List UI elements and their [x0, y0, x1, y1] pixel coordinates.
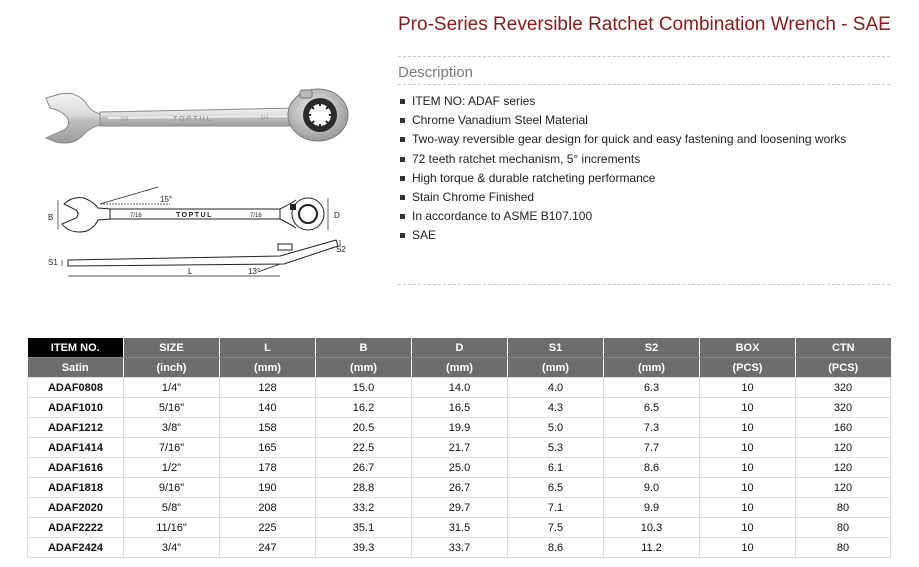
table-cell: 33.7 — [412, 538, 508, 558]
table-cell: 128 — [220, 378, 316, 398]
table-cell: 10 — [700, 458, 796, 478]
table-cell: 15.0 — [316, 378, 412, 398]
table-cell: 140 — [220, 398, 316, 418]
table-row — [28, 438, 891, 458]
header-box: BOX — [700, 338, 796, 358]
table-row — [28, 498, 891, 518]
table-row — [28, 478, 891, 498]
table-cell: 28.8 — [316, 478, 412, 498]
table-cell: 10 — [700, 538, 796, 558]
table-cell: 26.7 — [412, 478, 508, 498]
header-unit: (mm) — [508, 358, 604, 378]
table-cell: 120 — [796, 478, 891, 498]
item-code: ADAF2424 — [28, 538, 124, 558]
table-cell: 1/4" — [124, 378, 220, 398]
feature-item: 72 teeth ratchet mechanism, 5° increments — [398, 150, 846, 169]
table-cell: 6.1 — [508, 458, 604, 478]
header-l: L — [220, 338, 316, 358]
divider — [398, 284, 890, 285]
item-code: ADAF2222 — [28, 518, 124, 538]
table-cell: 158 — [220, 418, 316, 438]
table-row — [28, 518, 891, 538]
table-cell: 4.0 — [508, 378, 604, 398]
product-title: Pro-Series Reversible Ratchet Combination Wrench - SAE — [398, 14, 891, 35]
table-cell: 9.9 — [604, 498, 700, 518]
photo-size-right: 3/4 — [260, 116, 269, 122]
table-cell: 11.2 — [604, 538, 700, 558]
header-size: SIZE — [124, 338, 220, 358]
photo-brand-text: TOPTUL — [173, 116, 213, 123]
table-cell: 10 — [700, 398, 796, 418]
table-cell: 14.0 — [412, 378, 508, 398]
table-cell: 3/4" — [124, 538, 220, 558]
table-cell: 7.3 — [604, 418, 700, 438]
table-cell: 26.7 — [316, 458, 412, 478]
feature-item: ITEM NO: ADAF series — [398, 92, 846, 111]
table-cell: 35.1 — [316, 518, 412, 538]
table-cell: 10.3 — [604, 518, 700, 538]
item-code: ADAF0808 — [28, 378, 124, 398]
header-unit: (PCS) — [796, 358, 891, 378]
table-cell: 8.6 — [604, 458, 700, 478]
diagram-angle-top: 15° — [160, 195, 173, 204]
diagram-label-s2: S2 — [336, 245, 346, 254]
table-cell: 6.5 — [604, 398, 700, 418]
item-code: ADAF2020 — [28, 498, 124, 518]
table-cell: 247 — [220, 538, 316, 558]
table-cell: 19.9 — [412, 418, 508, 438]
wrench-photo — [38, 84, 358, 154]
table-cell: 225 — [220, 518, 316, 538]
diagram-label-d: D — [334, 211, 340, 220]
table-cell: 10 — [700, 498, 796, 518]
table-cell: 178 — [220, 458, 316, 478]
table-cell: 5.3 — [508, 438, 604, 458]
header-unit: (PCS) — [700, 358, 796, 378]
table-cell: 20.5 — [316, 418, 412, 438]
table-row — [28, 458, 891, 478]
diagram-label-b: B — [48, 213, 54, 222]
feature-item: Two-way reversible gear design for quick and easy fastening and loosening works — [398, 130, 846, 149]
table-cell: 120 — [796, 438, 891, 458]
table-row — [28, 538, 891, 558]
feature-item: High torque & durable ratcheting performance — [398, 169, 846, 188]
table-cell: 11/16" — [124, 518, 220, 538]
table-cell: 9/16" — [124, 478, 220, 498]
table-cell: 8.6 — [508, 538, 604, 558]
table-cell: 80 — [796, 518, 891, 538]
table-cell: 16.5 — [412, 398, 508, 418]
table-cell: 5.0 — [508, 418, 604, 438]
header-d: D — [412, 338, 508, 358]
feature-item: Chrome Vanadium Steel Material — [398, 111, 846, 130]
feature-item: Stain Chrome Finished — [398, 188, 846, 207]
table-cell: 80 — [796, 498, 891, 518]
table-cell: 160 — [796, 418, 891, 438]
table-cell: 31.5 — [412, 518, 508, 538]
spec-table — [27, 338, 891, 558]
feature-list — [398, 92, 846, 246]
table-cell: 10 — [700, 438, 796, 458]
diagram-label-l: L — [188, 267, 193, 276]
table-cell: 33.2 — [316, 498, 412, 518]
photo-size-left: 3/4 — [120, 117, 129, 123]
header-unit: (mm) — [604, 358, 700, 378]
table-cell: 29.7 — [412, 498, 508, 518]
feature-item: SAE — [398, 226, 846, 245]
table-cell: 7/16" — [124, 438, 220, 458]
table-row — [28, 418, 891, 438]
product-photo — [38, 84, 358, 159]
item-code: ADAF1414 — [28, 438, 124, 458]
table-header-units-row — [28, 358, 891, 378]
wrench-diagram — [40, 182, 360, 287]
table-row — [28, 398, 891, 418]
table-cell: 16.2 — [316, 398, 412, 418]
diagram-brand-text: TOPTUL — [176, 212, 213, 219]
table-cell: 10 — [700, 418, 796, 438]
table-cell: 10 — [700, 478, 796, 498]
technical-diagram — [40, 182, 360, 292]
table-cell: 7.1 — [508, 498, 604, 518]
diagram-size-left: 7/16 — [130, 213, 142, 219]
table-cell: 1/2" — [124, 458, 220, 478]
table-cell: 6.5 — [508, 478, 604, 498]
table-cell: 4.3 — [508, 398, 604, 418]
header-unit: (mm) — [316, 358, 412, 378]
table-cell: 10 — [700, 378, 796, 398]
table-cell: 3/8" — [124, 418, 220, 438]
item-code: ADAF1010 — [28, 398, 124, 418]
table-cell: 5/16" — [124, 398, 220, 418]
item-code: ADAF1616 — [28, 458, 124, 478]
header-item-no: ITEM NO. — [28, 338, 124, 358]
header-finish: Satin — [28, 358, 124, 378]
divider — [398, 56, 890, 57]
table-row — [28, 378, 891, 398]
diagram-angle-bottom: 13° — [248, 267, 261, 276]
table-cell: 190 — [220, 478, 316, 498]
table-cell: 80 — [796, 538, 891, 558]
table-cell: 208 — [220, 498, 316, 518]
header-s1: S1 — [508, 338, 604, 358]
table-cell: 120 — [796, 458, 891, 478]
table-cell: 21.7 — [412, 438, 508, 458]
table-cell: 39.3 — [316, 538, 412, 558]
header-unit: (inch) — [124, 358, 220, 378]
table-cell: 7.5 — [508, 518, 604, 538]
table-cell: 320 — [796, 398, 891, 418]
diagram-label-s1: S1 — [48, 258, 58, 267]
header-ctn: CTN — [796, 338, 891, 358]
feature-item: In accordance to ASME B107.100 — [398, 207, 846, 226]
table-cell: 9.0 — [604, 478, 700, 498]
table-cell: 5/8" — [124, 498, 220, 518]
table-cell: 25.0 — [412, 458, 508, 478]
diagram-size-right: 7/16 — [250, 213, 262, 219]
table-cell: 6.3 — [604, 378, 700, 398]
table-header-row — [28, 338, 891, 358]
item-code: ADAF1818 — [28, 478, 124, 498]
item-code: ADAF1212 — [28, 418, 124, 438]
table-cell: 10 — [700, 518, 796, 538]
table-cell: 22.5 — [316, 438, 412, 458]
description-heading: Description — [398, 64, 474, 81]
table-cell: 7.7 — [604, 438, 700, 458]
header-s2: S2 — [604, 338, 700, 358]
header-b: B — [316, 338, 412, 358]
table-cell: 320 — [796, 378, 891, 398]
header-unit: (mm) — [412, 358, 508, 378]
header-unit: (mm) — [220, 358, 316, 378]
table-cell: 165 — [220, 438, 316, 458]
divider — [398, 84, 890, 85]
